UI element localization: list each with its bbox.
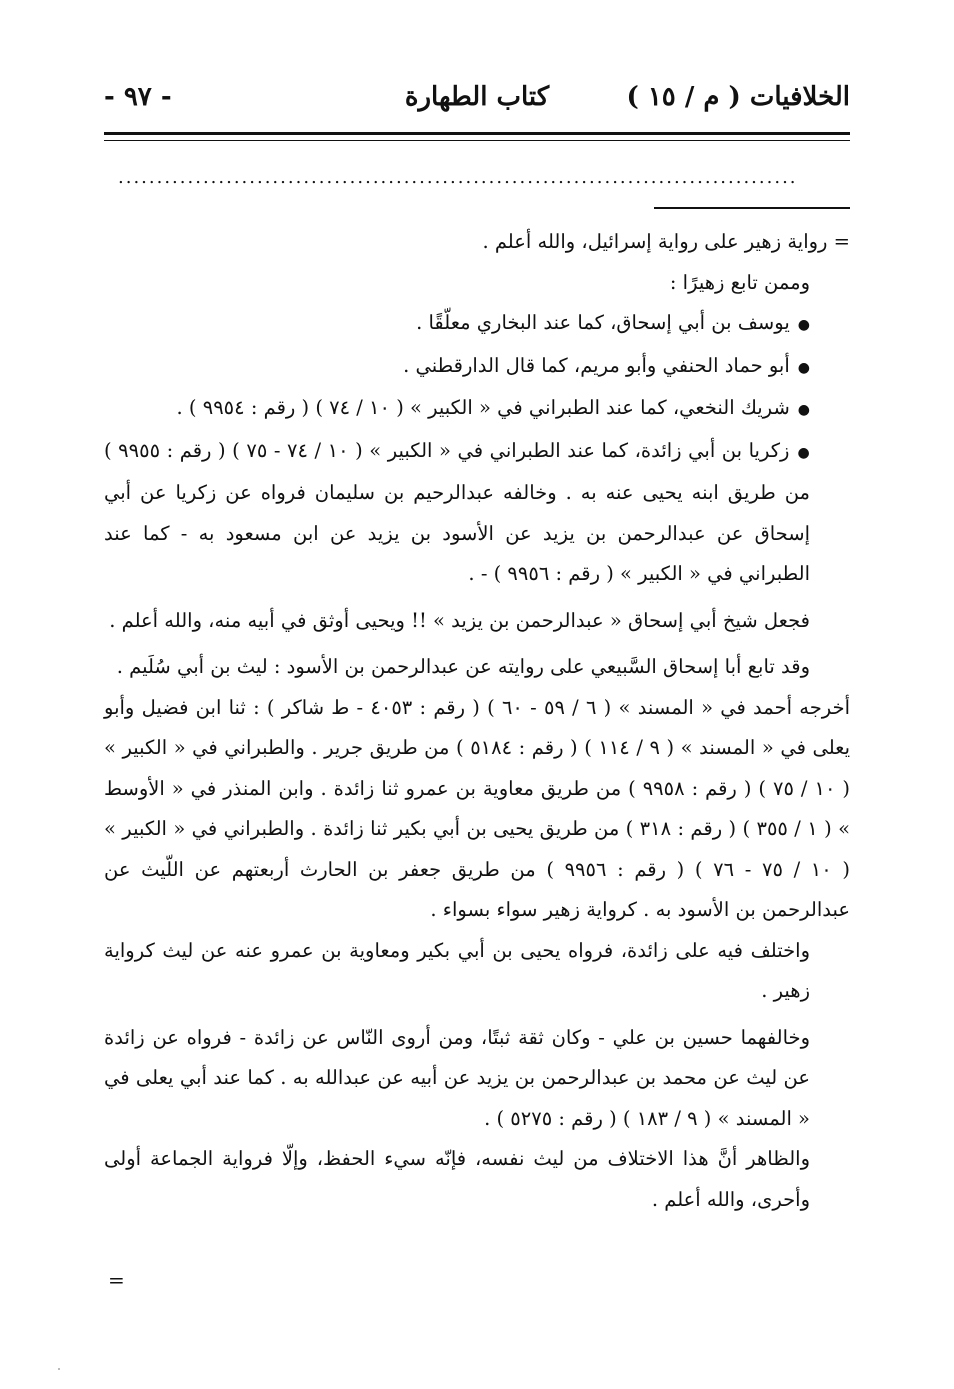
header-rule-thin bbox=[104, 140, 850, 141]
bullet-paragraph: ● زكريا بن أبي زائدة، كما عند الطبراني في « الكبير » ( ١٠ / ٧٤ - ٧٥ ) ( رقم : ٩٩٥٥ ) من طريق ابنه يحيى عنه به . وخالفه عبدالرحيم بن سليمان فرواه عن زكريا عن أبي إسحاق عن عبدالرحمن بن يزيد عن الأسود بن يزيد عن ابن مسعود به - كما عند الطبراني في « الكبير » ( رقم : ٩٩٥٦ ) - . bbox=[104, 431, 850, 595]
text-paragraph: أخرجه أحمد في « المسند » ( ٦ / ٥٩ - ٦٠ ) ( رقم : ٤٠٥٣ - ط شاكر ) : ثنا ابن فضيل وأبو يعلى في « المسند » ( ٩ / ١١٤ ) ( رقم : ٥١٨٤ ) من طريق جرير . والطبراني في « الكبير » ( ١٠ / ٧٥ ) ( رقم : ٩٩٥٨ ) من طريق معاوية بن عمرو ثنا زائدة . وابن المنذر في « الأوسط » ( ١ / ٣٥٥ ) ( رقم : ٣١٨ ) من طريق يحيى بن أبي بكير ثنا زائدة . والطبراني في « الكبير » ( ١٠ / ٧٥ - ٧٦ ) ( رقم : ٩٩٥٦ ) من طريق جعفر بن الحارث أربعتهم عن اللّيث عن عبدالرحمن بن الأسود به . كرواية زهير سواء بسواء . bbox=[104, 695, 851, 921]
footnote-rule bbox=[654, 207, 850, 209]
bullet-paragraph: ● يوسف بن أبي إسحاق، كما عند البخاري معلّقًا . bbox=[104, 303, 850, 346]
text-paragraph: وخالفهما حسين بن علي - وكان ثقة ثبتًا، ومن أروى النّاس عن زائدة - فرواه عن زائدة عن ليث عن محمد بن عبدالرحمن بن يزيد عن أبيه عن عبدالله به . كما عند أبي يعلى في « المسند » ( ٩ / ١٨٣ ) ( رقم : ٥٢٧٥ ) . bbox=[104, 1025, 810, 1130]
bullet-paragraph: ● شريك النخعي، كما عند الطبراني في « الكبير » ( ١٠ / ٧٤ ) ( رقم : ٩٩٥٤ ) . bbox=[104, 388, 850, 431]
text-paragraph: وممن تابع زهيرًا : bbox=[669, 270, 810, 294]
footnote-body bbox=[104, 222, 850, 1220]
text-paragraph: وقد تابع أبا إسحاق السَّبيعي على روايته عن عبدالرحمن بن الأسود : ليث بن أبي سُلَيم . bbox=[116, 655, 810, 678]
header-chapter-title: كتاب الطهارة bbox=[404, 82, 550, 112]
bullet-paragraph: ● أبو حماد الحنفي وأبو مريم، كما قال الدارقطني . bbox=[104, 346, 850, 389]
text-paragraph: والظاهر أنَّ هذا الاختلاف من ليث نفسه، فإنّه سيء الحفظ، وإلّا فرواية الجماعة أولى وأحرى، والله أعلم . bbox=[104, 1147, 810, 1211]
header-page-number: - ٩٧ - bbox=[104, 82, 172, 112]
separator-dots: ........................................................................................ bbox=[118, 167, 798, 187]
header-rule-thick bbox=[104, 132, 850, 135]
continuation-mark: = bbox=[108, 1268, 125, 1292]
running-header bbox=[104, 82, 850, 122]
header-book-title: الخلافيات ( م / ١٥ ) bbox=[626, 82, 850, 112]
text-paragraph: = رواية زهير على رواية إسرائيل، والله أعلم . bbox=[482, 230, 850, 253]
text-paragraph: فجعل شيخ أبي إسحاق « عبدالرحمن بن يزيد » !! ويحيى أوثق في أبيه منه، والله أعلم . bbox=[109, 608, 810, 632]
text-paragraph: واختلف فيه على زائدة، فرواه يحيى بن أبي بكير ومعاوية بن عمرو عنه عن ليث كرواية زهير . bbox=[104, 938, 810, 1002]
scan-speck bbox=[58, 1368, 60, 1370]
